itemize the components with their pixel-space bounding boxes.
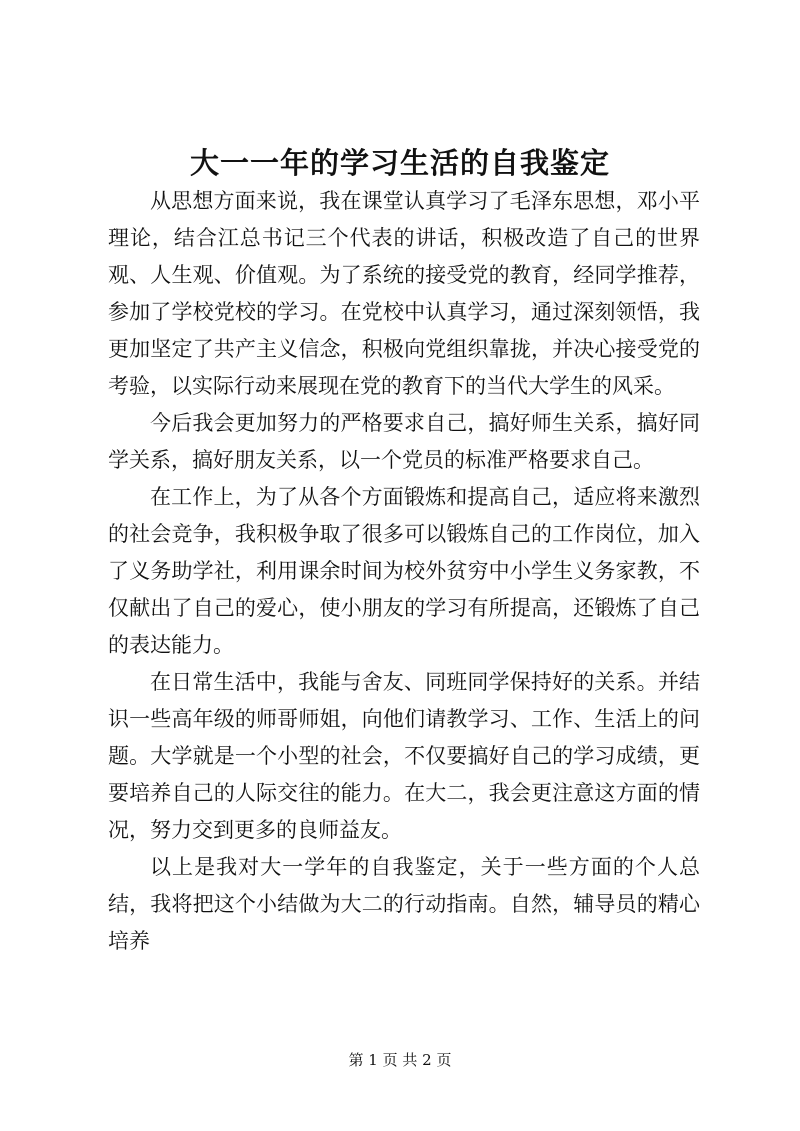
page-footer: 第 1 页 共 2 页: [348, 1051, 452, 1069]
paragraph-daily-life: 在日常生活中，我能与舍友、同班同学保持好的关系。并结识一些高年级的师哥师姐，向他们请教学习、工作、生活上的问题。大学就是一个小型的社会，不仅要搞好自己的学习成绩，更要培养自己的人际交往的能力。在大二，我会更注意这方面的情况，努力交到更多的良师益友。: [108, 670, 700, 842]
document-body: [108, 183, 700, 960]
paragraph-work: 在工作上，为了从各个方面锻炼和提高自己，适应将来激烈的社会竞争，我积极争取了很多可以锻炼自己的工作岗位，加入了义务助学社，利用课余时间为校外贫穷中小学生义务家教，不仅献出了自己的爱心，使小朋友的学习有所提高，还锻炼了自己的表达能力。: [108, 485, 700, 657]
document-title: 大一一年的学习生活的自我鉴定: [189, 146, 610, 180]
paragraph-summary: 以上是我对大一学年的自我鉴定，关于一些方面的个人总结，我将把这个小结做为大二的行动指南。自然，辅导员的精心培养: [108, 855, 700, 953]
paragraph-self-requirement: 今后我会更加努力的严格要求自己，搞好师生关系，搞好同学关系，搞好朋友关系，以一个党员的标准严格要求自己。: [108, 411, 700, 472]
paragraph-ideology: 从思想方面来说，我在课堂认真学习了毛泽东思想，邓小平理论，结合江总书记三个代表的讲话，积极改造了自己的世界观、人生观、价值观。为了系统的接受党的教育，经同学推荐，参加了学校党校的学习。在党校中认真学习，通过深刻领悟，我更加坚定了共产主义信念，积极向党组织靠拢，并决心接受党的考验，以实际行动来展现在党的教育下的当代大学生的风采。: [108, 189, 700, 398]
